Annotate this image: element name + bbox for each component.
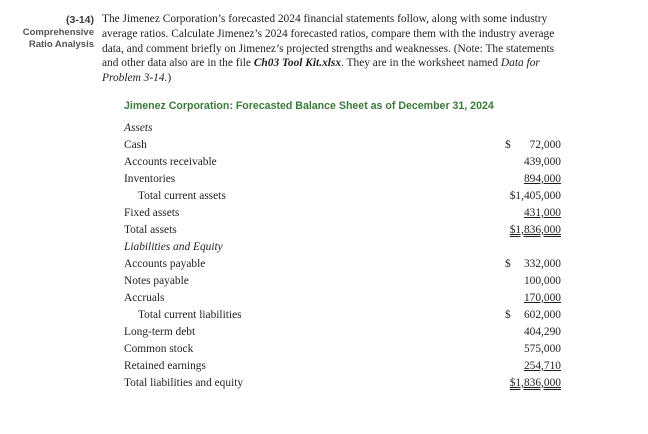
row-amount: 404,290 <box>523 326 561 338</box>
row-amount: $1,836,000 <box>509 224 561 236</box>
balance-sheet-row <box>124 375 561 392</box>
problem-text-part1: The Jimenez Corporation’s forecasted 2024 financial statements follow, along with some industry average ratios. Calculate Jimenez’s 2024 forecasted ratios, compare them with the industry average data, and comment briefly on Jimenez’s projected strengths and weaknesses. (Note: The statements and other data also are in the file <box>102 13 555 70</box>
row-label: Inventories <box>124 173 176 185</box>
row-amount: 439,000 <box>523 156 561 168</box>
row-amount: 170,000 <box>523 292 561 304</box>
balance-sheet-row <box>124 137 561 154</box>
row-amount: 602,000 <box>523 309 561 321</box>
problem-text-part3: ) <box>167 72 172 85</box>
row-dollar-sign: $ <box>505 258 511 270</box>
row-amount: 72,000 <box>529 139 561 151</box>
balance-sheet-row <box>124 171 561 188</box>
row-label: Total liabilities and equity <box>124 377 244 389</box>
problem-topic-line1: Comprehensive <box>22 27 94 38</box>
problem-text-part2: . They are in the worksheet named <box>341 57 501 70</box>
row-label: Total current assets <box>138 190 226 202</box>
balance-sheet-row <box>124 290 561 307</box>
row-label: Total assets <box>124 224 177 236</box>
row-label: Accruals <box>124 292 165 304</box>
row-amount: $1,405,000 <box>509 190 561 202</box>
row-label: Retained earnings <box>124 360 206 372</box>
balance-sheet-row <box>124 341 561 358</box>
row-label: Notes payable <box>124 275 189 287</box>
worksheet-name: Data for Problem 3-14. <box>102 57 540 85</box>
problem-statement <box>102 12 572 86</box>
row-amount: 894,000 <box>523 173 561 185</box>
row-label: Cash <box>124 139 147 151</box>
row-label: Long-term debt <box>124 326 196 338</box>
balance-sheet-row <box>124 307 561 324</box>
problem-number: (3-14) <box>65 14 94 26</box>
balance-sheet-row <box>124 273 561 290</box>
row-label: Assets <box>124 122 153 134</box>
row-amount: 431,000 <box>523 207 561 219</box>
row-label: Fixed assets <box>124 207 180 219</box>
row-label: Total current liabilities <box>138 309 242 321</box>
balance-sheet-row <box>124 188 561 205</box>
row-label: Liabilities and Equity <box>124 241 223 253</box>
row-label: Accounts receivable <box>124 156 217 168</box>
balance-sheet-row <box>124 358 561 375</box>
balance-sheet-row <box>124 324 561 341</box>
row-amount: 575,000 <box>523 343 561 355</box>
balance-sheet-row <box>124 256 561 273</box>
row-amount: 100,000 <box>523 275 561 287</box>
balance-sheet-row <box>124 239 561 256</box>
row-dollar-sign: $ <box>505 309 511 321</box>
problem-topic-line2: Ratio Analysis <box>28 39 94 50</box>
balance-sheet-row <box>124 205 561 222</box>
row-label: Accounts payable <box>124 258 206 270</box>
balance-sheet-row <box>124 120 561 137</box>
balance-sheet-row <box>124 154 561 171</box>
row-dollar-sign: $ <box>505 139 511 151</box>
row-amount: $1,836,000 <box>509 377 561 389</box>
file-name: Ch03 Tool Kit.xlsx <box>253 57 342 70</box>
row-label: Common stock <box>124 343 194 355</box>
balance-sheet-row <box>124 222 561 239</box>
problem-label <box>6 14 94 51</box>
row-amount: 254,710 <box>523 360 561 372</box>
row-amount: 332,000 <box>523 258 561 270</box>
balance-sheet-title: Jimenez Corporation: Forecasted Balance Sheet as of December 31, 2024 <box>124 100 494 112</box>
